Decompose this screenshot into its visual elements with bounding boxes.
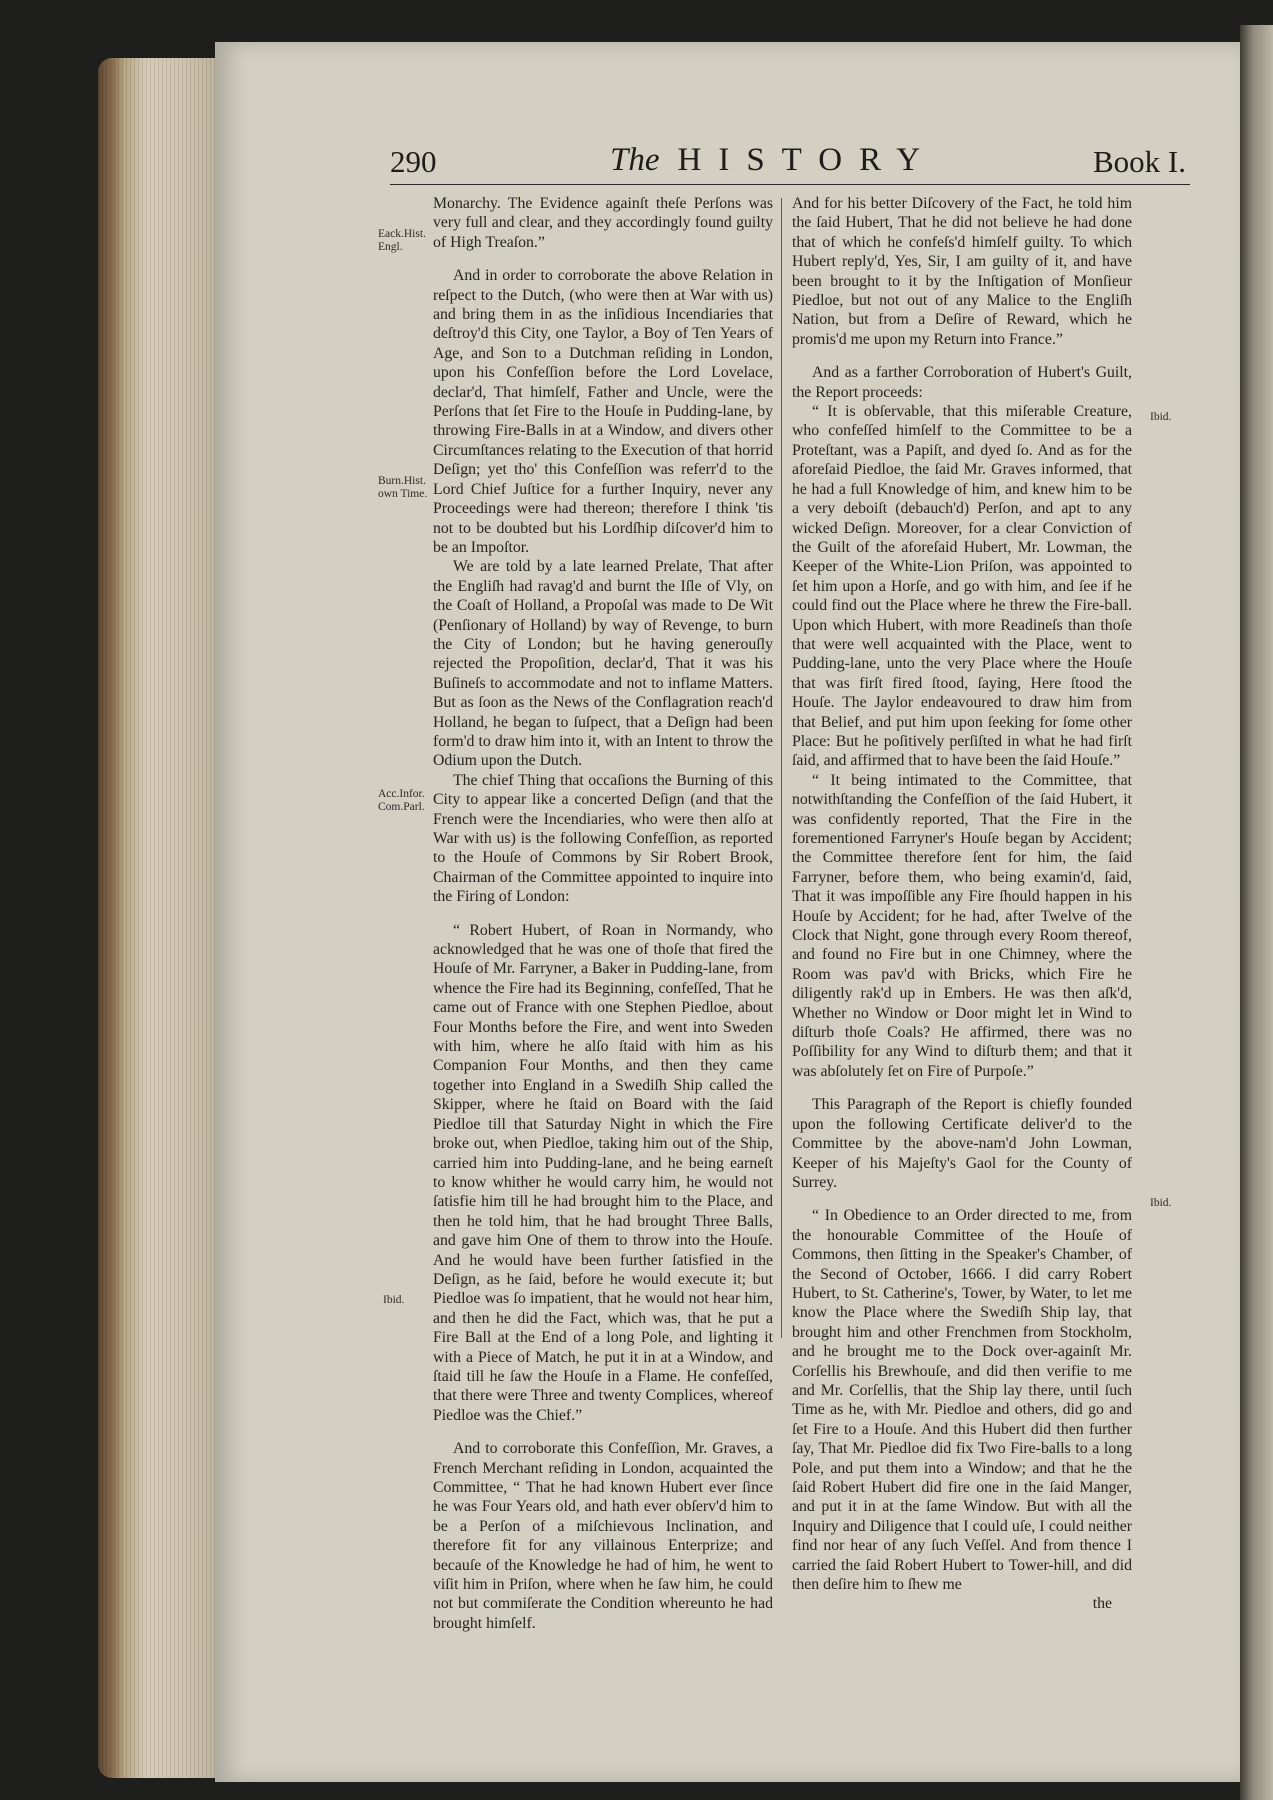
paragraph: And to corroborate this Confeſſion, Mr. Graves, a French Merchant reſiding in London, acquainted the Committee, “ That he had known Hubert ever ſince he was Four Years old, and hath ever obſerv'd him to be a Perſon of a miſchievous Inclination, and therefore fit for any villainous Enterprize; and becauſe of the Knowledge he had of him, he went to viſit him in Priſon, where when he ſaw him, he could not but commiſerate the Condition whereunto he had brought himſelf.	[433, 1440, 773, 1632]
margin-note-account: Acc.Infor. Com.Parl.	[378, 788, 425, 813]
running-title-word: HISTORY	[677, 142, 938, 178]
book-edge	[98, 58, 218, 1778]
running-title-the: The	[610, 142, 660, 178]
paragraph: “ It is obſervable, that this miſerable Creature, who confeſſed himſelf to the Committee to be a Proteſtant, was a Papiſt, and dyed ſo. And as for the aforeſaid Piedloe, the ſaid Mr. Graves informed, that he had a full Knowledge of him, and knew him to be a very deboiſt (debauch'd) Perſon, and apt to any wicked Deſign. Moreover, for a clear Conviction of the Guilt of the aforeſaid Hubert, Mr. Lowman, the Keeper of the White-Lion Priſon, was appointed to ſet him upon a Horſe, and go with him, and ſee if he could find out the Place where he threw the Fire-ball. Upon which Hubert, with more Readineſs than thoſe that were well acquainted with the Place, went to Pudding-lane, unto the very Place where the Houſe that was firſt fired ſtood, ſaying, Here ſtood the Houſe. The Jaylor endeavoured to draw him from that Belief, and put him upon ſeeking for ſome other Place: But he poſitively perſiſted in what he had firſt ſaid, and affirmed that to have been the ſaid Houſe.”	[792, 403, 1132, 770]
margin-note-eachard: Eack.Hist. Engl.	[378, 228, 426, 253]
paragraph: This Paragraph of the Report is chiefly founded upon the following Certificate deliver'd to the Committee by the above-nam'd John Lowman, Keeper of his Majeſty's Gaol for the County of Surrey.	[792, 1096, 1132, 1191]
margin-note-ibid-right-2: Ibid.	[1150, 1197, 1172, 1209]
running-title	[610, 142, 937, 179]
facing-page-edge	[1240, 25, 1273, 1800]
paragraph: “ Robert Hubert, of Roan in Normandy, who acknowledged that he was one of thoſe that fired the Houſe of Mr. Farryner, a Baker in Pudding-lane, from whence the Fire had its Beginning, confeſſed, That he came out of France with one Stephen Piedloe, about Four Months before the Fire, and went into Sweden with him, where he alſo ſtaid with him as his Companion Four Months, and then they came together into England in a Swediſh Ship called the Skipper, where he ſtaid on Board with the ſaid Piedloe till that Saturday Night in which the Fire broke out, when Piedloe, taking him out of the Ship, carried him into Pudding-lane, and he being earneſt to know whither he would carry him, he would not ſatisfie him till he had brought him to the Place, and then he told him, that he had brought Three Balls, and gave him One of them to throw into the Houſe. And he would have been further ſatisfied in the Deſign, as he ſaid, before he would execute it; but Piedloe was ſo impatient, that he would not hear him, and then he did the Fact, which was, that he put a Fire Ball at the End of a long Pole, and lighting it with a Piece of Match, he put it in at a Window, and ſtaid till he ſaw the Houſe in a Flame. He confeſſed, that there were Three and twenty Complices, whereof Piedloe was the Chief.”	[433, 921, 773, 1424]
left-column	[433, 194, 773, 1633]
margin-note-ibid-left: Ibid.	[383, 1294, 405, 1306]
paragraph: And for his better Diſcovery of the Fact, he told him the ſaid Hubert, That he did not believe he had done that of which he confeſs'd himſelf guilty. To which Hubert reply'd, Yes, Sir, I am guilty of it, and have been brought to it by the Inſtigation of Monſieur Piedloe, but not out of any Malice to the Engliſh Nation, but from a Deſire of Reward, which he promis'd me upon my Return into France.”	[792, 195, 1132, 348]
paragraph: We are told by a late learned Prelate, That after the Engliſh had ravag'd and burnt the Iſle of Vly, on the Coaſt of Holland, a Propoſal was made to De Wit (Penſionary of Holland) by way of Revenge, to burn the City of London; but he having generouſly rejected the Propoſition, declar'd, That it was his Buſineſs to accommodate and not to inflame Matters. But as ſoon as the News of the Conflagration reach'd Holland, he began to ſuſpect, that a Deſign had been form'd to draw him into it, with an Intent to throw the Odium upon the Dutch.	[433, 558, 773, 770]
column-rule	[781, 198, 782, 1338]
paragraph: And in order to corroborate the above Relation in reſpect to the Dutch, (who were then at War with us) and bring them in as the inſidious Incendiaries that deſtroy'd this City, one Taylor, a Boy of Ten Years of Age, and Son to a Dutchman reſiding in London, upon his Confeſſion before the Lord Lovelace, declar'd, That himſelf, Father and Uncle, were the Perſons that ſet Fire to the Houſe in Pudding-lane, by throwing Fire-Balls in at a Window, and divers other Circumſtances relating to the Execution of that horrid Deſign; yet tho' this Confeſſion was referr'd to the Lord Chief Juſtice for a further Inquiry, never any Proceedings were had thereon; therefore I think 'tis not to be doubted but his Lordſhip diſcover'd him to be an Impoſtor.	[433, 267, 773, 556]
catchword: the	[1092, 1595, 1112, 1613]
paragraph: And as a farther Corroboration of Hubert's Guilt, the Report proceeds:	[792, 364, 1132, 401]
right-column	[792, 194, 1132, 1614]
paragraph: The chief Thing that occaſions the Burning of this City to appear like a concerted Deſign (and that the French were the Incendiaries, who were then alſo at War with us) is the following Confeſſion, as reported to the Houſe of Commons by Sir Robert Brook, Chairman of the Committee appointed to inquire into the Firing of London:	[433, 771, 773, 906]
page-number: 290	[390, 144, 437, 179]
book-number: Book I.	[1093, 144, 1186, 179]
margin-note-burnet: Burn.Hist. own Time.	[378, 475, 428, 500]
page-header	[390, 140, 1190, 185]
paragraph: “ It being intimated to the Committee, that notwithſtanding the Confeſſion of the ſaid Hubert, it was confidently reported, That the Fire in the forementioned Farryner's Houſe began by Accident; the Committee therefore ſent for him, the ſaid Farryner, before them, who being examin'd, ſaid, That it was impoſſible any Fire ſhould happen in his Houſe by Accident; for he had, after Twelve of the Clock that Night, gone through every Room thereof, and found no Fire but in one Chimney, where the Room was pav'd with Bricks, which Fire he diligently rak'd up in Embers. He was then aſk'd, Whether no Window or Door might let in Wind to diſturb thoſe Coals? He affirmed, there was no Poſſibility for any Wind to diſturb them; and that it was abſolutely ſet on Fire of Purpoſe.”	[792, 771, 1132, 1080]
margin-note-ibid-right-1: Ibid.	[1150, 411, 1172, 423]
paragraph: “ In Obedience to an Order directed to me, from the honourable Committee of the Houſe of Commons, then ſitting in the Speaker's Chamber, of the Second of October, 1666. I did carry Robert Hubert, to St. Catherine's, Tower, by Water, to let me know the Place where the Swediſh Ship lay, that brought him and other Frenchmen from Stockholm, and he brought me to the Dock over-againſt Mr. Corſellis his Brewhouſe, and did then verifie to me and Mr. Corſellis, that the Ship lay there, until ſuch Time as he, with Mr. Piedloe and others, did go and ſet Fire to a Houſe. And this Hubert did then further ſay, That Mr. Piedloe did fix Two Fire-balls to a long Pole, and put them into a Window; and that he the ſaid Robert Hubert did fire one in the ſaid Manger, and put it in at the ſame Window. But with all the Inquiry and Diligence that I could uſe, I could neither find nor hear of any ſuch Veſſel. And from thence I carried the ſaid Robert Hubert to Tower-hill, and did then deſire him to ſhew me	[792, 1207, 1132, 1594]
paragraph: Monarchy. The Evidence againſt theſe Perſons was very full and clear, and they accordingly found guilty of High Treaſon.”	[433, 195, 773, 251]
